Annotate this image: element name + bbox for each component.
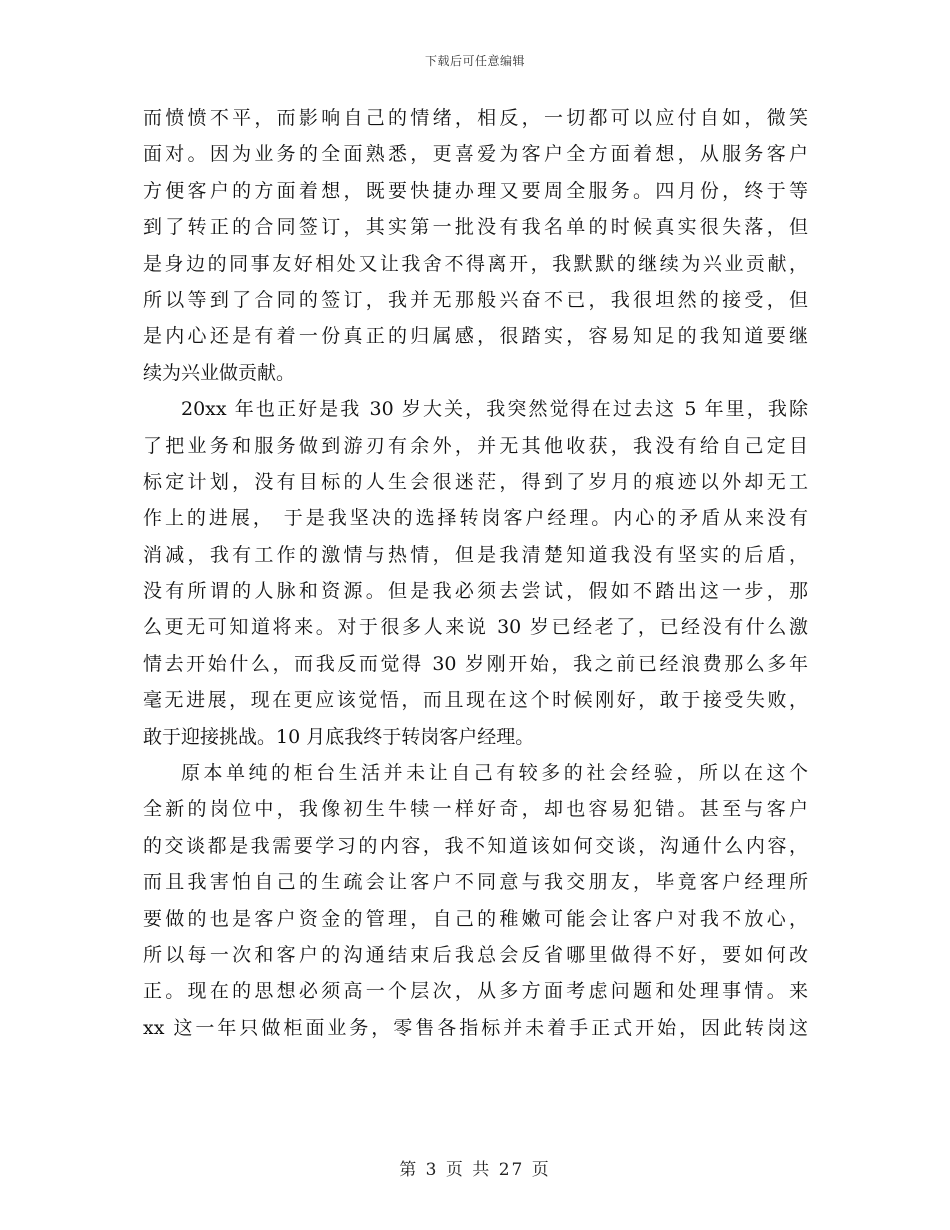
text-line: 方便客户的方面着想，既要快捷办理又要周全服务。四月份，终于等 [143, 179, 808, 202]
text-line: 标定计划，没有目标的人生会很迷茫，得到了岁月的痕迹以外却无工 [143, 470, 808, 493]
paragraph [143, 100, 808, 391]
text-line: 原本单纯的柜台生活并未让自己有较多的社会经验，所以在这个 [181, 762, 808, 785]
paragraph [143, 391, 808, 755]
text-line: 情去开始什么，而我反而觉得 30 岁刚开始，我之前已经浪费那么多年 [143, 652, 808, 675]
text-line: 是身边的同事友好相处又让我舍不得离开，我默默的继续为兴业贡献， [143, 252, 808, 275]
text-line: 全新的岗位中，我像初生牛犊一样好奇，却也容易犯错。甚至与客户 [143, 798, 808, 821]
text-line: 所以等到了合同的签订，我并无那般兴奋不已，我很坦然的接受，但 [143, 288, 808, 311]
text-line: 而且我害怕自己的生疏会让客户不同意与我交朋友，毕竟客户经理所 [143, 871, 808, 894]
text-line: xx 这一年只做柜面业务，零售各指标并未着手正式开始，因此转岗这 [143, 1016, 808, 1039]
text-line: 毫无进展，现在更应该觉悟，而且现在这个时候刚好，敢于接受失败， [143, 689, 808, 712]
text-line: 面对。因为业务的全面熟悉，更喜爱为客户全方面着想，从服务客户 [143, 143, 808, 166]
text-line: 消减，我有工作的激情与热情，但是我清楚知道我没有坚实的后盾， [143, 543, 808, 566]
text-line: 正。现在的思想必须高一个层次，从多方面考虑问题和处理事情。来 [143, 980, 808, 1003]
text-line: 的交谈都是我需要学习的内容，我不知道该如何交谈，沟通什么内容， [143, 834, 808, 857]
text-line: 所以每一次和客户的沟通结束后我总会反省哪里做得不好，要如何改 [143, 943, 808, 966]
text-line: 而愤愤不平，而影响自己的情绪，相反，一切都可以应付自如，微笑 [143, 107, 808, 129]
document-body [143, 100, 808, 1046]
text-line: 到了转正的合同签订，其实第一批没有我名单的时候真实很失落，但 [143, 216, 808, 239]
text-line: 续为兴业做贡献。 [143, 361, 296, 384]
page-footer: 第 3 页 共 27 页 [399, 1160, 551, 1180]
paragraph [143, 755, 808, 1046]
text-line: 要做的也是客户资金的管理，自己的稚嫩可能会让客户对我不放心， [143, 907, 808, 930]
text-line: 了把业务和服务做到游刃有余外，并无其他收获，我没有给自己定目 [143, 434, 808, 457]
text-line: 作上的进展， 于是我坚决的选择转岗客户经理。内心的矛盾从来没有 [143, 507, 808, 530]
text-line: 敢于迎接挑战。10 月底我终于转岗客户经理。 [143, 725, 535, 748]
page-header: 下载后可任意编辑 [424, 54, 525, 68]
text-line: 没有所谓的人脉和资源。但是我必须去尝试，假如不踏出这一步，那 [143, 580, 808, 603]
text-line: 么更无可知道将来。对于很多人来说 30 岁已经老了，已经没有什么激 [143, 616, 808, 639]
text-line: 是内心还是有着一份真正的归属感，很踏实，容易知足的我知道要继 [143, 325, 808, 348]
text-line: 20xx 年也正好是我 30 岁大关，我突然觉得在过去这 5 年里，我除 [181, 398, 808, 421]
